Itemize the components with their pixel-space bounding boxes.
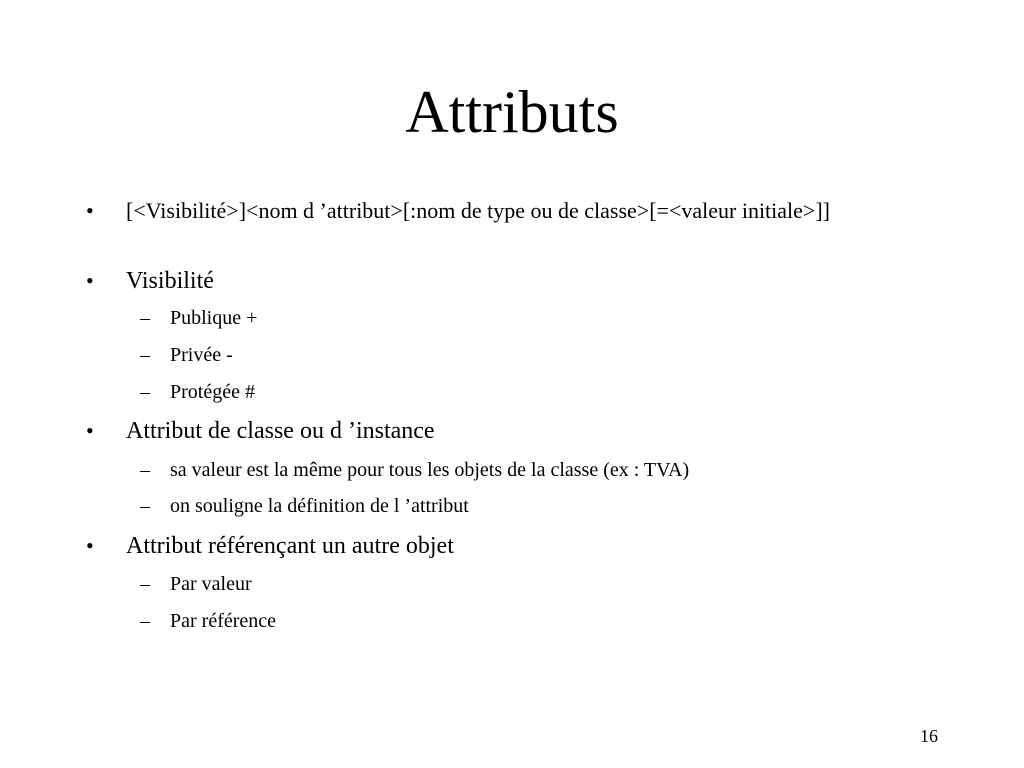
page-number: 16 bbox=[920, 726, 938, 746]
sub-bullet-marker: – bbox=[140, 495, 150, 517]
sub-bullet-marker: – bbox=[140, 344, 150, 366]
bullet-text: Visibilité bbox=[126, 268, 214, 294]
bullet-text: Attribut de classe ou d ’instance bbox=[126, 418, 435, 444]
bullet-marker: • bbox=[86, 418, 94, 443]
bullet-marker: • bbox=[86, 533, 94, 558]
sub-bullet-text: Protégée # bbox=[170, 381, 255, 403]
sub-bullet-marker: – bbox=[140, 573, 150, 595]
sub-bullet-marker: – bbox=[140, 381, 150, 403]
bullet-text: [<Visibilité>]<nom d ’attribut>[:nom de type ou de classe>[=<valeur initiale>]] bbox=[126, 198, 830, 223]
sub-bullet-marker: – bbox=[140, 610, 150, 632]
sub-bullet-text: Publique + bbox=[170, 307, 258, 329]
sub-bullet-text: sa valeur est la même pour tous les objets de la classe (ex : TVA) bbox=[170, 459, 690, 481]
slide-title: Attributs bbox=[405, 79, 619, 145]
bullet-text: Attribut référençant un autre objet bbox=[126, 533, 454, 559]
sub-bullet-text: Par valeur bbox=[170, 573, 252, 595]
sub-bullet-marker: – bbox=[140, 459, 150, 481]
sub-bullet-text: on souligne la définition de l ’attribut bbox=[170, 495, 469, 517]
sub-bullet-text: Privée - bbox=[170, 344, 233, 366]
bullet-marker: • bbox=[86, 198, 94, 223]
sub-bullet-text: Par référence bbox=[170, 610, 277, 632]
bullet-marker: • bbox=[86, 268, 94, 293]
sub-bullet-marker: – bbox=[140, 307, 150, 329]
